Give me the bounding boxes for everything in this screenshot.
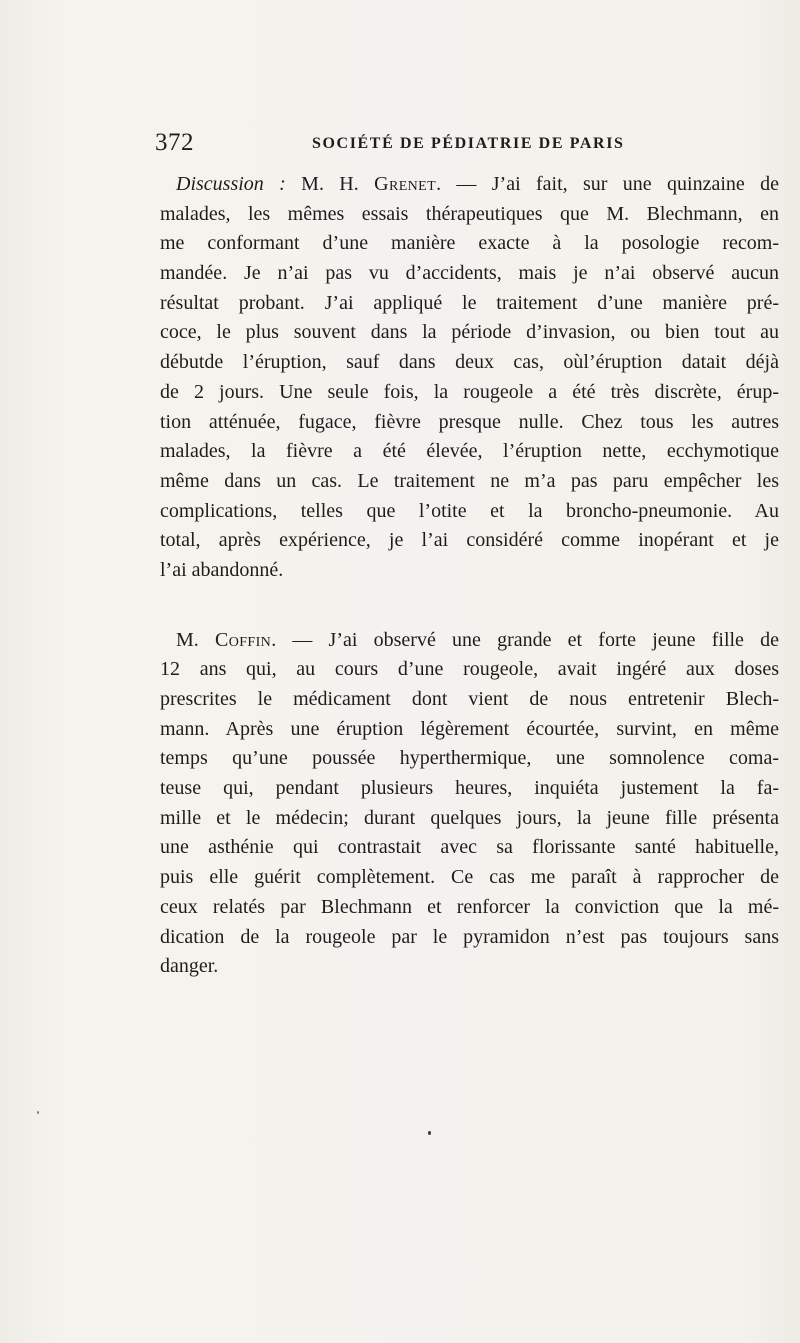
speaker-prefix: M.: [176, 628, 215, 651]
paragraph-line: tion atténuée, fugace, fièvre presque nulle. Chez tous les autres: [160, 410, 779, 433]
ink-speck: [428, 1131, 431, 1135]
speaker-prefix: M. H.: [285, 173, 375, 195]
paragraph-line: coce, le plus souvent dans la période d’invasion, ou bien tout au: [160, 321, 779, 344]
discussion-label: Discussion :: [176, 173, 286, 195]
page-number: 372: [155, 129, 194, 156]
paragraph-coffin: [160, 626, 779, 982]
paragraph-line: mandée. Je n’ai pas vu d’accidents, mais je n’ai observé aucun: [160, 262, 779, 285]
paragraph-line: malades, les mêmes essais thérapeutiques que M. Blechmann, en: [160, 202, 779, 225]
paragraph-line: mille et le médecin; durant quelques jours, la jeune fille présenta: [160, 806, 779, 829]
paragraph-line: malades, la fièvre a été élevée, l’éruption nette, ecchymotique: [160, 440, 779, 463]
paragraph-line: de 2 jours. Une seule fois, la rougeole a été très discrète, érup-: [160, 380, 779, 403]
paragraph-line: prescrites le médicament dont vient de nous entretenir Blech-: [160, 688, 779, 710]
paragraph-line: l’ai abandonné.: [160, 558, 284, 581]
paragraph-line: même dans un cas. Le traitement ne m’a pas paru empêcher les: [160, 469, 779, 492]
paragraph-line: débutde l’éruption, sauf dans deux cas, oùl’éruption datait déjà: [160, 351, 779, 374]
line-text: . — J’ai fait, sur une quinzaine de: [436, 173, 779, 195]
speaker-name: Grenet: [374, 173, 437, 195]
paragraph-line: puis elle guérit complètement. Ce cas me paraît à rapprocher de: [160, 866, 779, 889]
paragraph-line: ceux relatés par Blechmann et renforcer la conviction que la mé-: [160, 895, 779, 918]
body-text: [160, 170, 779, 982]
page-header: [155, 128, 785, 160]
paragraph-line: une asthénie qui contrastait avec sa florissante santé habituelle,: [160, 836, 779, 859]
ink-speck: [37, 1111, 39, 1114]
paragraph-line: résultat probant. J’ai appliqué le traitement d’une manière pré-: [160, 291, 779, 314]
paragraph-line: teuse qui, pendant plusieurs heures, inquiéta justement la fa-: [160, 777, 779, 800]
paragraph-line: total, après expérience, je l’ai considéré comme inopérant et je: [160, 529, 779, 552]
paragraph-gap: [160, 586, 779, 626]
paragraph-line: temps qu’une poussée hyperthermique, une somnolence coma-: [160, 747, 779, 770]
paragraph-line: [160, 626, 779, 656]
paragraph-line: dication de la rougeole par le pyramidon n’est pas toujours sans: [160, 925, 779, 948]
paragraph-line: me conformant d’une manière exacte à la posologie recom-: [160, 232, 779, 255]
running-title: SOCIÉTÉ DE PÉDIATRIE DE PARIS: [312, 135, 625, 152]
paragraph-line: danger.: [160, 955, 219, 978]
paragraph-grenet: [160, 170, 779, 586]
paragraph-line: [160, 170, 779, 200]
paragraph-line: complications, telles que l’otite et la broncho-pneumonie. Au: [160, 499, 779, 522]
line-text: . — J’ai observé une grande et forte jeune fille de: [271, 628, 779, 651]
paragraph-line: 12 ans qui, au cours d’une rougeole, avait ingéré aux doses: [160, 658, 779, 681]
speaker-name: Coffin: [214, 628, 272, 651]
paragraph-line: mann. Après une éruption légèrement écourtée, survint, en même: [160, 717, 779, 740]
